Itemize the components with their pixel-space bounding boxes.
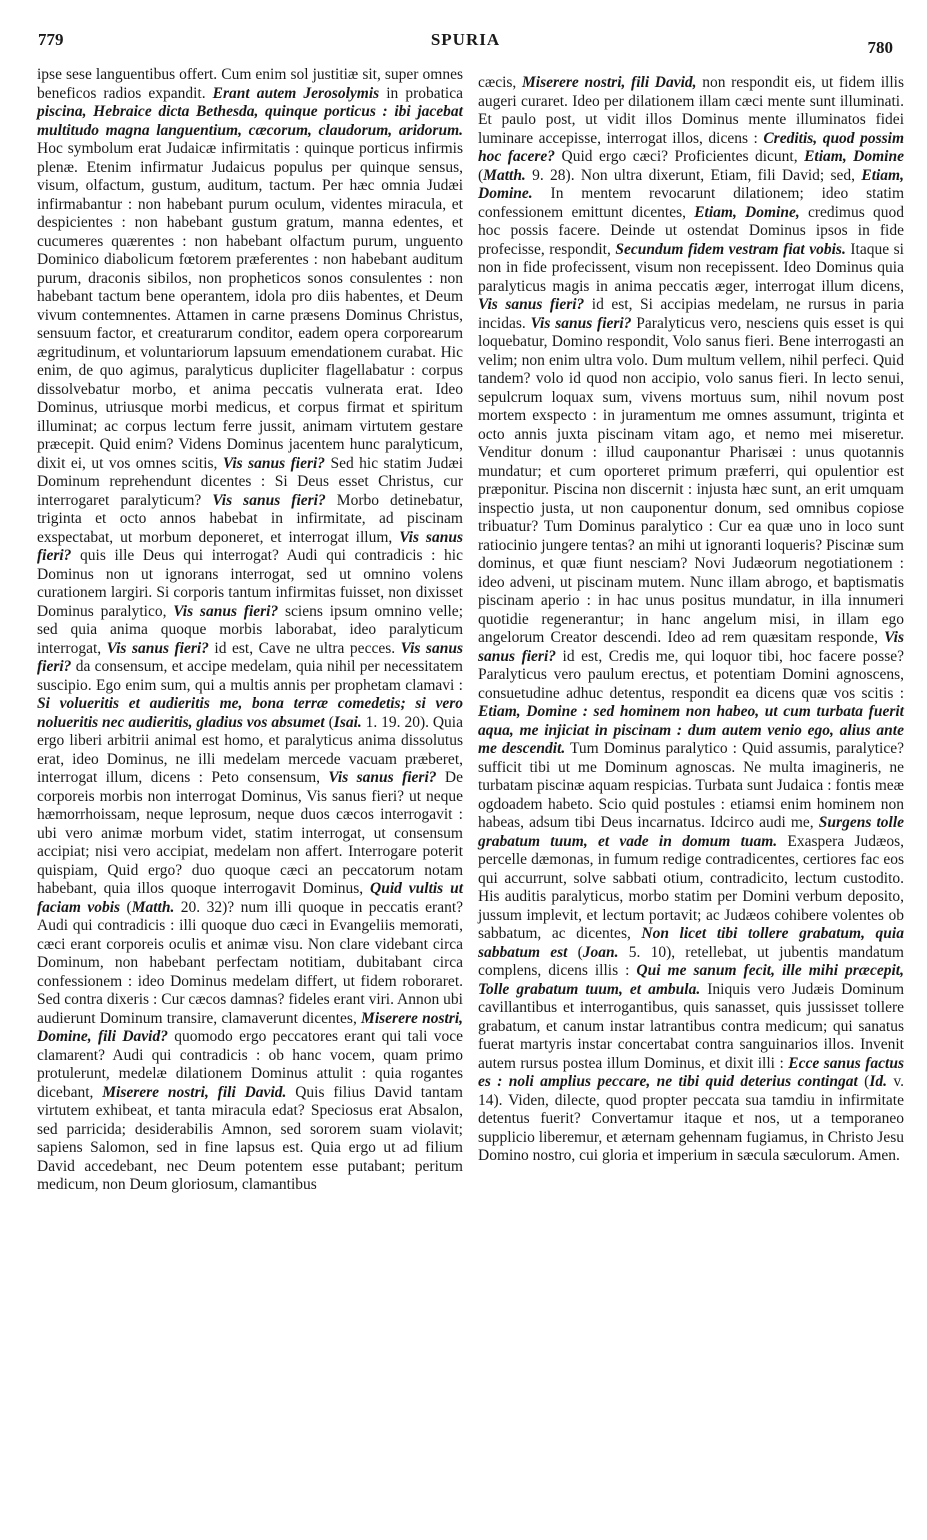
text-segment: Sed hic statim Judæi Dominum reprehendunt dicentes : Si Deus esset Christus, cur interrogaret paralyticum?: [37, 454, 463, 509]
italic-text-segment: Vis sanus fieri?: [37, 639, 463, 675]
italic-text-segment: Id.: [869, 1073, 887, 1090]
italic-text-segment: Ecce sanus factus es : noli amplius peccare, ne tibi quid deterius contingat: [478, 1054, 904, 1090]
page-number-left: 779: [38, 30, 64, 49]
italic-text-segment: Joan.: [582, 943, 619, 961]
text-segment: 5. 10), retellebat, ut jubentis mandatum complens, dicens illis :: [478, 943, 904, 979]
italic-text-segment: Vis sanus fieri?: [222, 454, 326, 472]
text-segment: Morbo detinebatur, triginta et octo annos habebat in infirmitate, ad piscinam exspectabat, ut morbum deponeret, et interrogat illum,: [37, 491, 464, 546]
text-segment: (: [324, 713, 334, 731]
text-segment: ipse sese languentibus offert. Cum enim sol justitiæ sit, super omnes beneficos radios expandit.: [37, 66, 463, 102]
italic-text-segment: Erant autem Jerosolymis: [212, 84, 380, 102]
text-segment: id est, Cave ne ultra pecces.: [208, 639, 401, 657]
text-segment: (: [567, 943, 583, 961]
text-segment: 1. 19. 20). Quia ergo liberi arbitrii animal est homo, et paralyticus anima dissolutus erat, ideo Dominus, ne illi medelam mercede vacuam præberet, interrogat illum, dicens : Peto consensum,: [37, 713, 463, 786]
italic-text-segment: Vis sanus fieri?: [530, 314, 632, 332]
italic-text-segment: Vis sanus fieri?: [212, 491, 326, 509]
text-segment: (: [857, 1073, 870, 1090]
italic-text-segment: Quid vultis ut faciam vobis: [37, 880, 464, 916]
text-segment: 20. 32)? num illi quoque in peccatis erant? Audi qui contradicis : illi quoque duo cæci in Evangeliis memorati, cæci erant corporeis oculis et animæ visu. Non clare videbant circa Dominum, non habebant perfectam notitiam, dubitabant circa confessionem : ideo Dominus medelam differt, ut fidem roboraret. Sed contra dixeris : Cur cæcos damnas? fideles erant viri. Annon ubi audierunt Dominum transire, clamaverunt dicentes,: [37, 898, 464, 1027]
left-column-text: [37, 66, 463, 1195]
text-segment: sciens ipsum omnino velle; sed quia anima quoque morbis laborabat, ideo paralyticum interrogat,: [37, 602, 463, 657]
text-segment: quomodo ergo peccatores erant qui tali voce clamarent? Audi qui contradicis : ob hanc vocem, quam primo protulerunt, medelæ dilationem Dominus attulit : quia rogantes dicebant,: [37, 1028, 463, 1101]
italic-text-segment: Vis sanus fieri?: [478, 629, 904, 665]
text-segment: id est, Credis me, qui loquor tibi, hoc facere posse? Paralyticus vero paulum erectus, et potentiam Domini agnoscens, consuetudine adhuc detentus, respondit ea dicens quæ vos scitis :: [478, 647, 904, 702]
text-segment: (: [478, 166, 484, 184]
italic-text-segment: Isai.: [333, 713, 362, 731]
text-segment: v. 14). Viden, dilecte, quod propter peccata sua tamdiu in infirmitate detentus fuerit? Convertamur itaque et nos, ut a temporaneo supplicio liberemur, et æternam gehennam fugiamus, in Christo Jesu Domino nostro, cui gloria et imperium in sæcula sæculorum. Amen.: [478, 1073, 904, 1164]
page-header: [38, 30, 893, 58]
left-column-paragraph: [37, 66, 463, 1195]
text-segment: 9. 28). Non ultra dixerunt, Etiam, fili David; sed,: [525, 166, 862, 184]
italic-text-segment: Vis sanus fieri?: [478, 296, 585, 313]
text-segment: Exaspera Judæos, percelle dæmonas, in fumum redige contradicentes, certiores fac eos qui accurrunt, solve sabbati otium, contradicito, lectum custodito. His auditis paralyticus, morbo statim per Domini verbum deposito, jussum implevit, et lectum portavit; ac Judæos cohibere volentes ob sabbatum, ac dicentes,: [478, 832, 904, 942]
text-segment: quis ille Deus qui interrogat? Audi qui contradicis : hic Dominus non ut ignorans interrogat, sed ut omnino volens curationem largiri. Si corporis tantum infirmitas fuisset, non dixisset Dominus paralytico,: [37, 547, 463, 620]
italic-text-segment: Secundum fidem vestram fiat vobis.: [615, 240, 846, 258]
italic-text-segment: Miserere nostri, fili David.: [102, 1083, 287, 1101]
column-gutter: [468, 70, 469, 1470]
text-segment: cæcis,: [478, 74, 522, 91]
italic-text-segment: Non licet tibi tollere grabatum, quia sabbatum est: [478, 925, 904, 961]
italic-text-segment: Etiam, Domine: [804, 148, 904, 165]
italic-text-segment: Surgens tolle grabatum tuum, et vade in domum tuam.: [478, 814, 904, 850]
italic-text-segment: Matth.: [483, 166, 526, 184]
italic-text-segment: Si volueritis et audieritis me, bona terræ comedetis; si vero nolueritis nec audieritis, gladius vos absumet: [37, 695, 463, 731]
italic-text-segment: Vis sanus fieri?: [173, 602, 279, 620]
italic-text-segment: Etiam, Domine : sed hominem non habeo, ut cum turbata fuerit aqua, me injiciat in piscinam : dum autem venio ego, alius ante me descendit.: [478, 703, 904, 757]
right-column-text: [478, 74, 904, 1166]
italic-text-segment: piscina, Hebraice dicta Bethesda, quinque porticus : ibi jacebat multitudo magna languentium, cæcorum, claudorum, aridorum.: [37, 103, 463, 139]
text-segment: Quid ergo cæci? Proficientes dicunt,: [555, 148, 805, 165]
text-segment: Iniquis vero Judæis Dominum cavillantibus et interrogantibus, quis sanasset, quis jussisset tollere grabatum, et canum instar latrantibus contra medicum; qui sanatus fuerat martyris instar concertabat contra sanguinarios illos. Invenit autem rursus postea illum Dominus, et dixit illi :: [478, 980, 904, 1072]
italic-text-segment: Creditis, quod possim hoc facere?: [478, 129, 905, 165]
text-segment: Paralyticus vero, nesciens quis esset is qui loquebatur, Domino respondit, Volo sanus fieri. Bene interrogasti an velim; non enim ultra volo. Dum multum vellem, nihil perfeci. Quid tandem? volo id quod non accipio, volo sanus fieri. In lecto senui, sepulcrum loquax sum, vivens mortuus sum, nihil novum post mortem exspecto : in juramentum me omnes assumunt, triginta et octo annis juxta piscinam vitam ago, et nemo mei miseretur. Venditur donum : illud cauponantur Pharisæi : unus quotannis mundatur; et cum oporteret primum præferri, qui opulentior est præponitur. Piscina non discernit : injusta hæc sunt, an erit umquam inspectio justa, ut non cauponentur donum, sed omnibus copiose tribuatur? Tum Dominus paralytico : Cur ea quæ uno in loco sunt ratiocinio jungere tentas? an mihi ut ignoranti loqueris? Piscinæ sum dominus, et quæ fiunt nesciam? Novi Judæorum negotiationem : ideo adveni, ut piscinam mutem. Nunc illam abrogo, et baptismatis piscinam aperio : in hac unus positus mundatur, in illa innumeri quotidie regenerantur; in hanc angelum misi, in illam ego angelorum Creator descendi. Ideo ad rem quæsitam responde,: [478, 314, 904, 646]
text-segment: (: [120, 898, 132, 916]
italic-text-segment: Etiam, Domine,: [694, 203, 800, 221]
italic-text-segment: Etiam, Domine.: [478, 166, 904, 202]
italic-text-segment: Vis sanus fieri?: [37, 528, 463, 564]
running-title: SPURIA: [430, 30, 501, 49]
italic-text-segment: Miserere nostri, Domine, fili David?: [37, 1009, 463, 1045]
page-number-right: 780: [867, 38, 893, 57]
text-segment: Tum Dominus paralytico : Quid assumis, paralytice? sufficit tibi ut me Dominum agnoscas. Ne multa imagineris, ne turbatam piscinæ aquam respicias. Turbata sunt Judaica : fontis meæ ogdoadem habeto. Scio quid postules : etiamsi enim hominem non habeas, adsum tibi Deus incarnatus. Idcirco audi me,: [478, 740, 904, 831]
italic-text-segment: Matth.: [131, 898, 175, 916]
right-column-paragraph: [478, 74, 904, 1166]
text-segment: non respondit eis, ut fidem illis augeri curaret. Ideo per dilationem illam cæci mente sunt illuminati. Et paulo post, ut vidit illos Dominus mente illuminatos fidei luminare accepisse, interrogat illos, dicens :: [478, 74, 905, 147]
italic-text-segment: Vis sanus fieri?: [328, 769, 437, 786]
italic-text-segment: Miserere nostri, fili David,: [521, 74, 697, 91]
text-segment: De corporeis morbis non interrogat Dominus, Vis sanus fieri? ut neque hæmorrhoissam, neque leprosum, neque duos cæcos interrogavit : ubi vero animæ morbum videt, statim interrogat, ut consensum accipiat; nisi vero accipiat, medelam non affert. Interrogare poterit quispiam, Quid ergo? duo quoque cæci an peccatorum notam habebant, quia illos quoque interrogavit Dominus,: [37, 769, 463, 897]
text-segment: Itaque si non in fide profecissent, visum non recepissent. Ideo Dominus quia paralyticus magis in anima peccatis æger, interrogat illum dicens,: [478, 240, 904, 295]
italic-text-segment: Qui me sanum fecit, ille mihi præcepit, Tolle grabatum tuum, et ambula.: [478, 962, 904, 998]
text-segment: id est, Si accipias medelam, ne rursus in paria incidas.: [478, 296, 904, 332]
text-segment: In mentem revocarunt dilationem; ideo statim confessionem emittunt dicentes,: [478, 185, 904, 221]
text-segment: in probatica: [379, 84, 463, 102]
text-segment: credimus quod hoc possis facere. Deinde ut ostendat Dominus ipsos in fide profecisse, respondit,: [478, 203, 904, 258]
text-segment: Quis filius David tantam virtutem exhibeat, et tanta miracula edat? Speciosus erat Absalon, sed parricida; desiderabilis Amnon, sed sororem suam violavit; sapiens Salomon, sed in fine lapsus est. Quia ergo ut ad filium David accedebant, nec Deum potentem esse putabant; peritum medicum, non Deum gloriosum, clamantibus: [37, 1083, 463, 1193]
text-segment: Hoc symbolum erat Judaicæ infirmitatis : quinque porticus infirmis plenæ. Etenim infirmatur Judaicus populus per quinque sensus, visum, olfactum, gustum, auditum, tactum. Per hæc omnia Judæi infirmabantur : non habebant purum oculum, videntes miracula, et despicientes : non habebant gustum gratum, manna edentes, et cucumeres quærentes : non habebant olfactum purum, unguento Dominico diabolicum fœtorem præferentes : non habebant auditum purum, draconis sibilos, non propheticos sonos consulentes : non habebant tactum bene operantem, idola pro diis habentes, et Deum vivum contemnentes. Attamen in carne præsens Dominus Christus, sensuum factor, et creaturarum conditor, eadem opera corporearum ægritudinum, et voluntariorum lapsuum emendationem curabat. Hic enim, de quo agimus, paralyticus dupliciter flagellabatur : corpus dissolvebatur morbo, et anima peccatis vulnerata erat. Ideo Dominus, utriusque morbi medicus, et corpus firmat et spiritum illuminat; ac corpus lectum ferre jussit, animam virtutem gestare præcepit. Quid enim? Videns Dominus jacentem hunc paralyticum, dixit ei, ut vos omnes scitis,: [37, 140, 463, 472]
text-segment: da consensum, et accipe medelam, quia nihil per necessitatem suscipio. Ego enim sum, qui a multis annis per prophetam clamavi :: [37, 658, 463, 694]
italic-text-segment: Vis sanus fieri?: [106, 639, 209, 657]
